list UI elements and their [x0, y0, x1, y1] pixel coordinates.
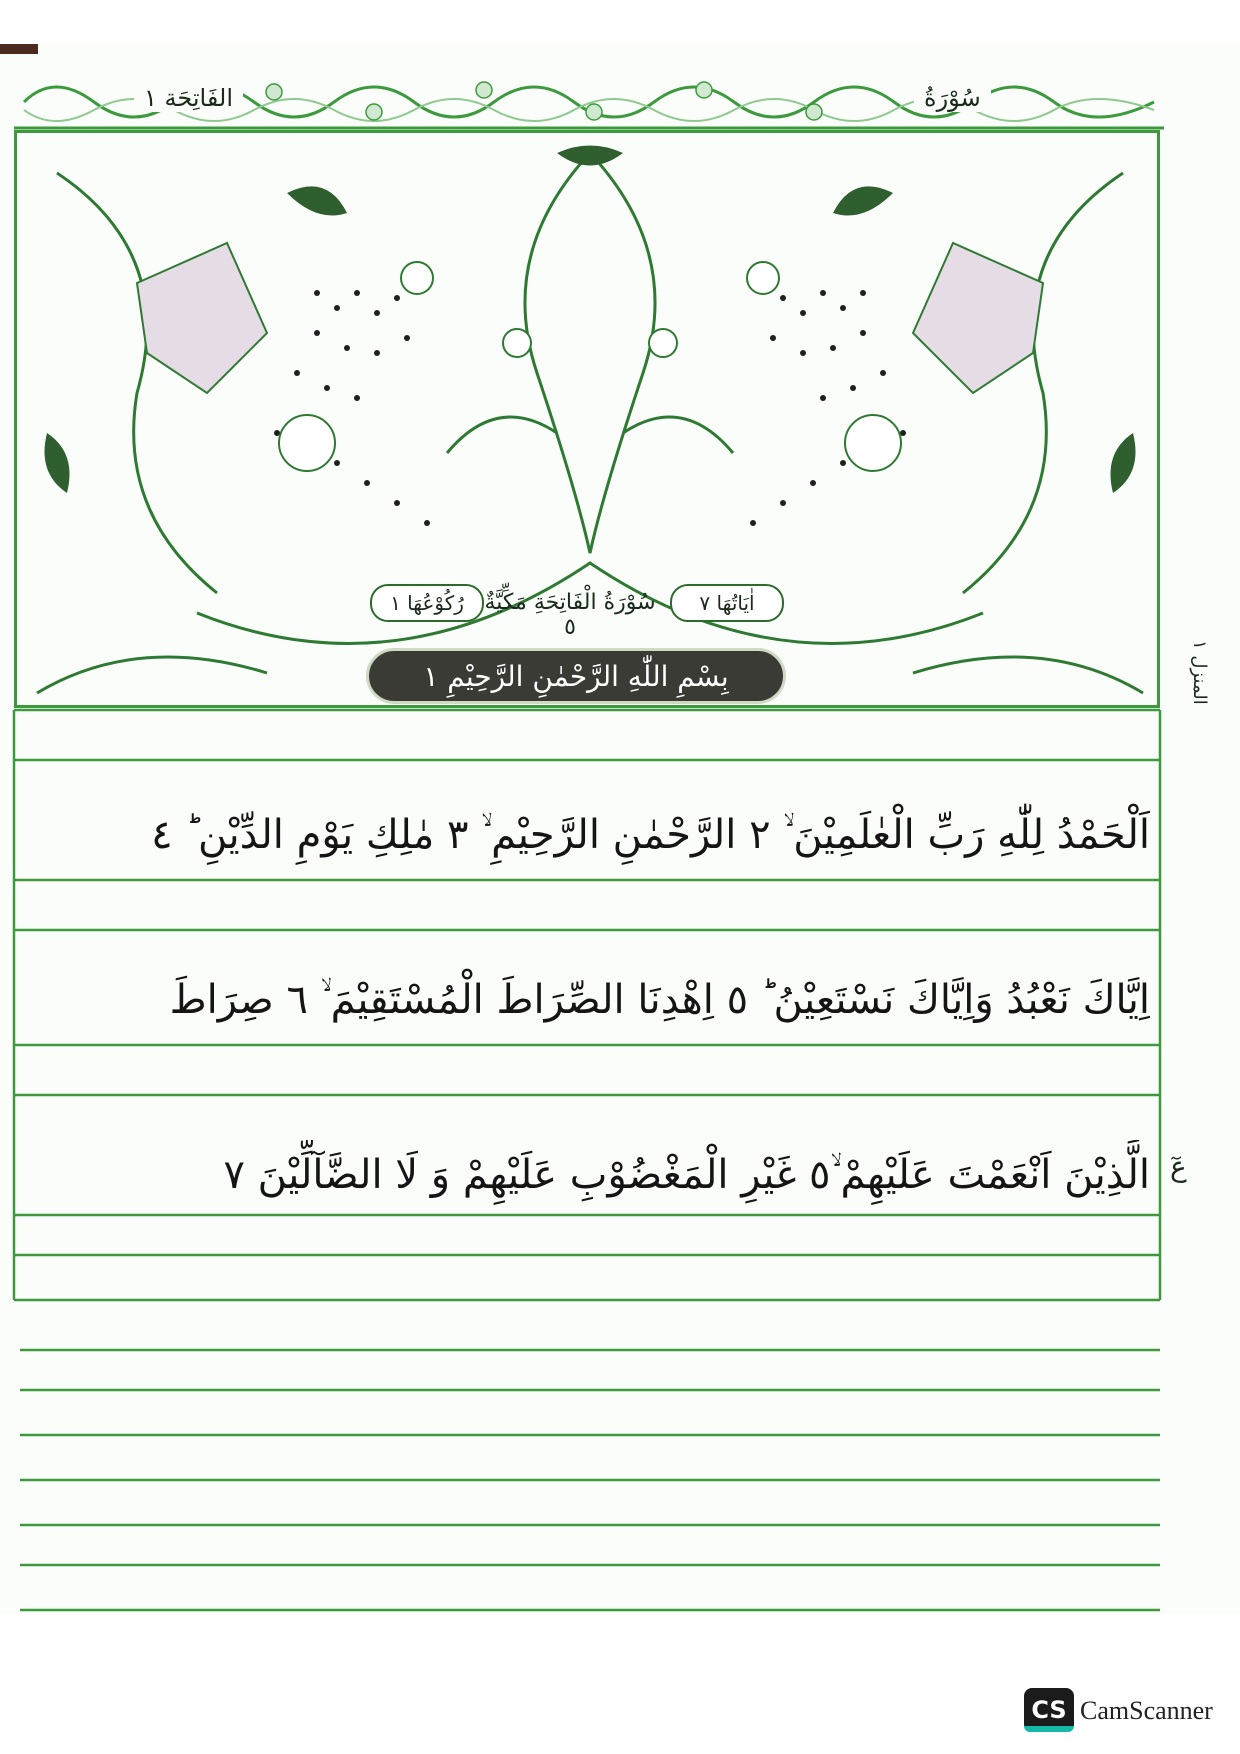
camscanner-watermark-text: CamScanner: [1080, 1696, 1213, 1725]
ayah-line-3: الَّذِيْنَ اَنْعَمْتَ عَلَيْهِمْ ۙ٥ غَيْرِ الْمَغْضُوْبِ عَلَيْهِمْ وَ لَا الضَّآلِّيْنَ ٧: [223, 1152, 1150, 1198]
ayat-count-cartouche: اٰيَاتُهَا ٧: [670, 584, 784, 622]
manzil-marker: المنزل ١: [1189, 640, 1210, 705]
ruku-marker: عٓ: [1170, 1150, 1187, 1183]
surah-name-header: الفَاتِحَة ١: [134, 84, 243, 112]
surah-title: سُوْرَةُ الْفَاتِحَةِ مَكِّيَّةٌ ٥: [484, 590, 656, 640]
camscanner-logo-accent: [1024, 1726, 1074, 1732]
ayah-line-2: اِيَّاكَ نَعْبُدُ وَاِيَّاكَ نَسْتَعِيْنُ ؕ ٥ اِهْدِنَا الصِّرَاطَ الْمُسْتَقِيْمَ ۙ ٦ صِرَاطَ: [169, 977, 1150, 1023]
bismillah-cartouche: بِسْمِ اللّٰهِ الرَّحْمٰنِ الرَّحِيْمِ ١: [366, 648, 786, 704]
ayah-line-1: اَلْحَمْدُ لِلّٰهِ رَبِّ الْعٰلَمِيْنَ ۙ ٢ الرَّحْمٰنِ الرَّحِيْمِ ۙ ٣ مٰلِكِ يَوْمِ الدِّيْنِ ؕ ٤: [151, 812, 1150, 858]
surah-header-label: سُوْرَةُ: [914, 84, 991, 112]
camscanner-logo: CS: [1024, 1688, 1074, 1732]
ruku-count-cartouche: رُكُوْعُهَا ١: [370, 584, 484, 622]
